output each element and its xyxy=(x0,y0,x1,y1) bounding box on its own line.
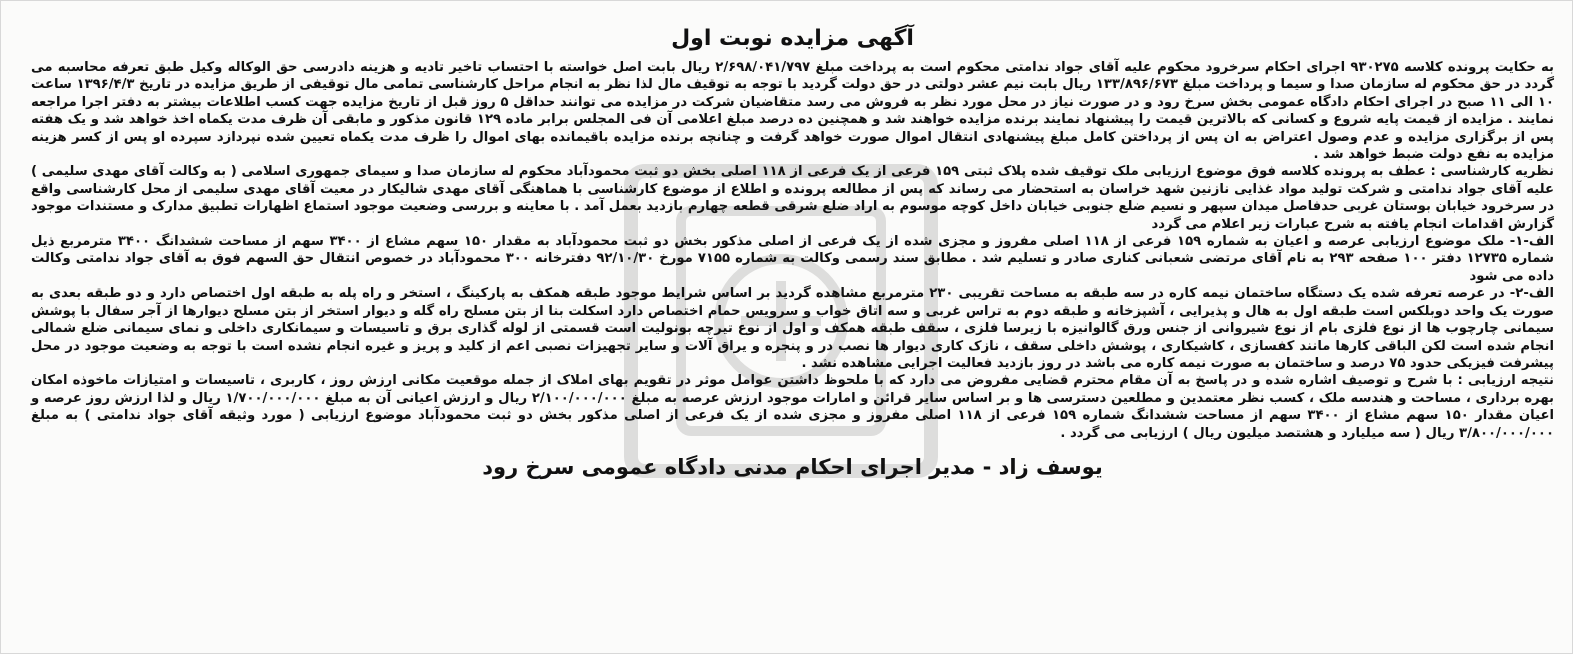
notice-paragraph-expert-opinion: نظریه کارشناسی : عطف به پرونده کلاسه فوق موضوع ارزیابی ملک توقیف شده پلاک ثبتی ۱۵۹ فرعی از یک فرعی از ۱۱۸ اصلی بخش دو ثبت محمودآباد محکوم له سازمان صدا و سیمای جمهوری اسلامی ( به وکالت آقای مهدی سلیمی ) علیه آقای جواد ندامتی و شرکت تولید مواد غذایی نازنین شهد خراسان به استحضار می رساند که پس از مطالعه پرونده و اطلاع از موضوع کارشناسی با هماهنگی آقای مهدی شالیکار در معیت آقای مهدی سلیمی از محل کارشناسی واقع در سرخرود خیابان بوستان غربی حدفاصل میدان سپهر و نسیم ضلع جنوبی خیابان داخل کوچه موسوم به اراد ضلع شرقی قطعه چهارم بازدید بعمل آمد . با معاینه و بررسی وضعیت موجود استماع اظهارات تطبیق مدارک و مستندات موجود گزارش اقدامات انجام یافته به شرح عبارات زیر اعلام می گردد xyxy=(31,164,1555,232)
notice-paragraph-intro: به حکایت پرونده کلاسه ۹۳۰۲۷۵ اجرای احکام سرخرود محکوم علیه آقای جواد ندامتی محکوم است به پرداخت مبلغ ۲/۶۹۸/۰۴۱/۷۹۷ ریال بابت اصل خواسته با احتساب تاخیر تادیه و هزینه دادرسی حق الوکاله وکیل طبق تعرفه محاسبه می گردد در حق محکوم له سازمان صدا و سیما و پرداخت مبلغ ۱۳۳/۸۹۶/۶۷۳ ریال بابت نیم عشر دولتی در حق دولت گردید با توجه به توقیف مال لذا نظر به انجام مراحل کارشناسی تمامی مال توقیفی از طریق مزایده در تاریخ ۱۳۹۶/۴/۳ ساعت ۱۰ الی ۱۱ صبح در اجرای احکام دادگاه عمومی بخش سرخ رود و در صورت نیاز در محل مورد نظر به فروش می رسد متقاضیان شرکت در مزایده می توانند حداقل ۵ روز قبل از تاریخ مزایده جهت کسب اطلاعات بیشتر به دفتر اجرا مراجعه نمایند . مزایده از قیمت پایه شروع و کسانی که بالاترین قیمت را پیشنهاد نمایند برنده مزایده خواهند شد و همچنین ده درصد مبلغ اعلامی آن فی المجلس برابر ماده ۱۲۹ قانون مذکور و مابقی آن ظرف مدت یکماه اخذ خواهد شد و یک هفته پس از برگزاری مزایده و عدم وصول اعتراض به ان پس از پرداختن کامل مبلغ پیشنهادی انتقال اموال صورت خواهد گرفت و چنانچه برنده مزایده باقیمانده بهای اموال را ظرف مدت یکماه تعیین شده نپردازد سپرده او پس از کسر هزینه مزایده به نفع دولت ضبط خواهد شد . xyxy=(31,60,1555,163)
notice-paragraph-valuation-result: نتیجه ارزیابی : با شرح و توصیف اشاره شده و در پاسخ به آن مقام محترم قضایی مفروض می دارد که با ملحوظ داشتن عوامل موثر در تقویم بهای املاک از جمله موقعیت مکانی ارزش روز ، کاربری ، تاسیسات و امتیازات ماخوذه امکان بهره برداری ، مساحت و هندسه ملک ، کسب نظر معتمدین و مطلعین دسترسی ها و بر اساس سایر قرائن و امارات موجود ارزش عرصه به مبلغ ۲/۱۰۰/۰۰۰/۰۰۰ ریال و ارزش اعیانی آن به مبلغ ۱/۷۰۰/۰۰۰/۰۰۰ ریال و لذا ارزش روز عرصه و اعیان مقدار ۱۵۰ سهم مشاع از ۳۴۰۰ سهم از مساحت ششدانگ شماره ۱۵۹ فرعی از ۱۱۸ اصلی مفروز و مجزی شده از یک فرعی از اصلی مذکور بخش دو ثبت محمودآباد موضوع ارزیابی ( مورد وثیقه آقای جواد ندامتی ) به مبلغ ۳/۸۰۰/۰۰۰/۰۰۰ ریال ( سه میلیارد و هشتصد میلیون ریال ) ارزیابی می گردد . xyxy=(31,373,1554,441)
auction-notice xyxy=(31,23,1554,482)
notice-title: آگهی مزایده نوبت اول xyxy=(671,26,914,51)
notice-paragraph-alef-1: الف-۱- ملک موضوع ارزیابی عرصه و اعیان به شماره ۱۵۹ فرعی از ۱۱۸ اصلی مفروز و مجزی شده از یک فرعی از اصلی مذکور بخش دو ثبت محمودآباد به مقدار ۱۵۰ سهم مشاع از ۳۴۰۰ سهم از مساحت ششدانگ ۳۴۰۰ مترمربع ذیل شماره ۱۲۷۳۵ دفتر ۱۰۰ صفحه ۲۹۳ به نام آقای مرتضی شعبانی کناری صادر و تسلیم شد . مطابق سند رسمی وکالت به شماره ۷۱۵۵ مورخ ۹۲/۱۰/۳۰ دفترخانه ۳۰۰ محمودآباد در خصوص انتقال حق السهم فوق به آقای جواد ندامتی وکالت داده می شود xyxy=(31,234,1555,284)
notice-paragraph-alef-2: الف-۲- در عرصه تعرفه شده یک دستگاه ساختمان نیمه کاره در سه طبقه به مساحت تقریبی ۲۳۰ مترمربع مشاهده گردید بر اساس شرایط موجود طبقه همکف به پارکینگ ، استخر و راه پله به طبقه اول اختصاص دارد و دو طبقه بعدی به صورت یک واحد دوبلکس است طبقه اول به هال و پذیرایی ، آشپزخانه و طبقه دوم به تراس غربی و سه اتاق خواب و سرویس حمام اختصاص دارد اسکلت بنا از بتن مسلح راه گله و دیوار استخر از بتن مسلح دیوارها از آجر سفال با پوشش سیمانی چارچوب ها از نوع فلزی بام از نوع شیروانی از جنس ورق گالوانیزه با زیرسا فلزی ، سقف طبقه همکف و اول از نوع تیرچه بونولیت است قسمتی از لوله گذاری برق و تاسیسات و سیمانکاری داخلی و نمای سیمانی ضلع شمالی انجام شده است لکن الباقی کارها مانند کفسازی ، کاشیکاری ، پوشش داخلی سقف ، نازک کاری دیوار ها نصب در و پنجره و یراق آلات و سایر تجهیزات نصبی اعم از کلید و پریز و غیره انجام نشده است با توجه به وضعیت موجود در محل پیشرفت فیزیکی حدود ۷۵ درصد و ساختمان به صورت نیمه کاره می باشد در روز بازدید فعالیت اجرایی مشاهده نشد . xyxy=(31,286,1554,371)
notice-signature: یوسف زاد - مدیر اجرای احکام مدنی دادگاه عمومی سرخ رود xyxy=(482,454,1103,479)
